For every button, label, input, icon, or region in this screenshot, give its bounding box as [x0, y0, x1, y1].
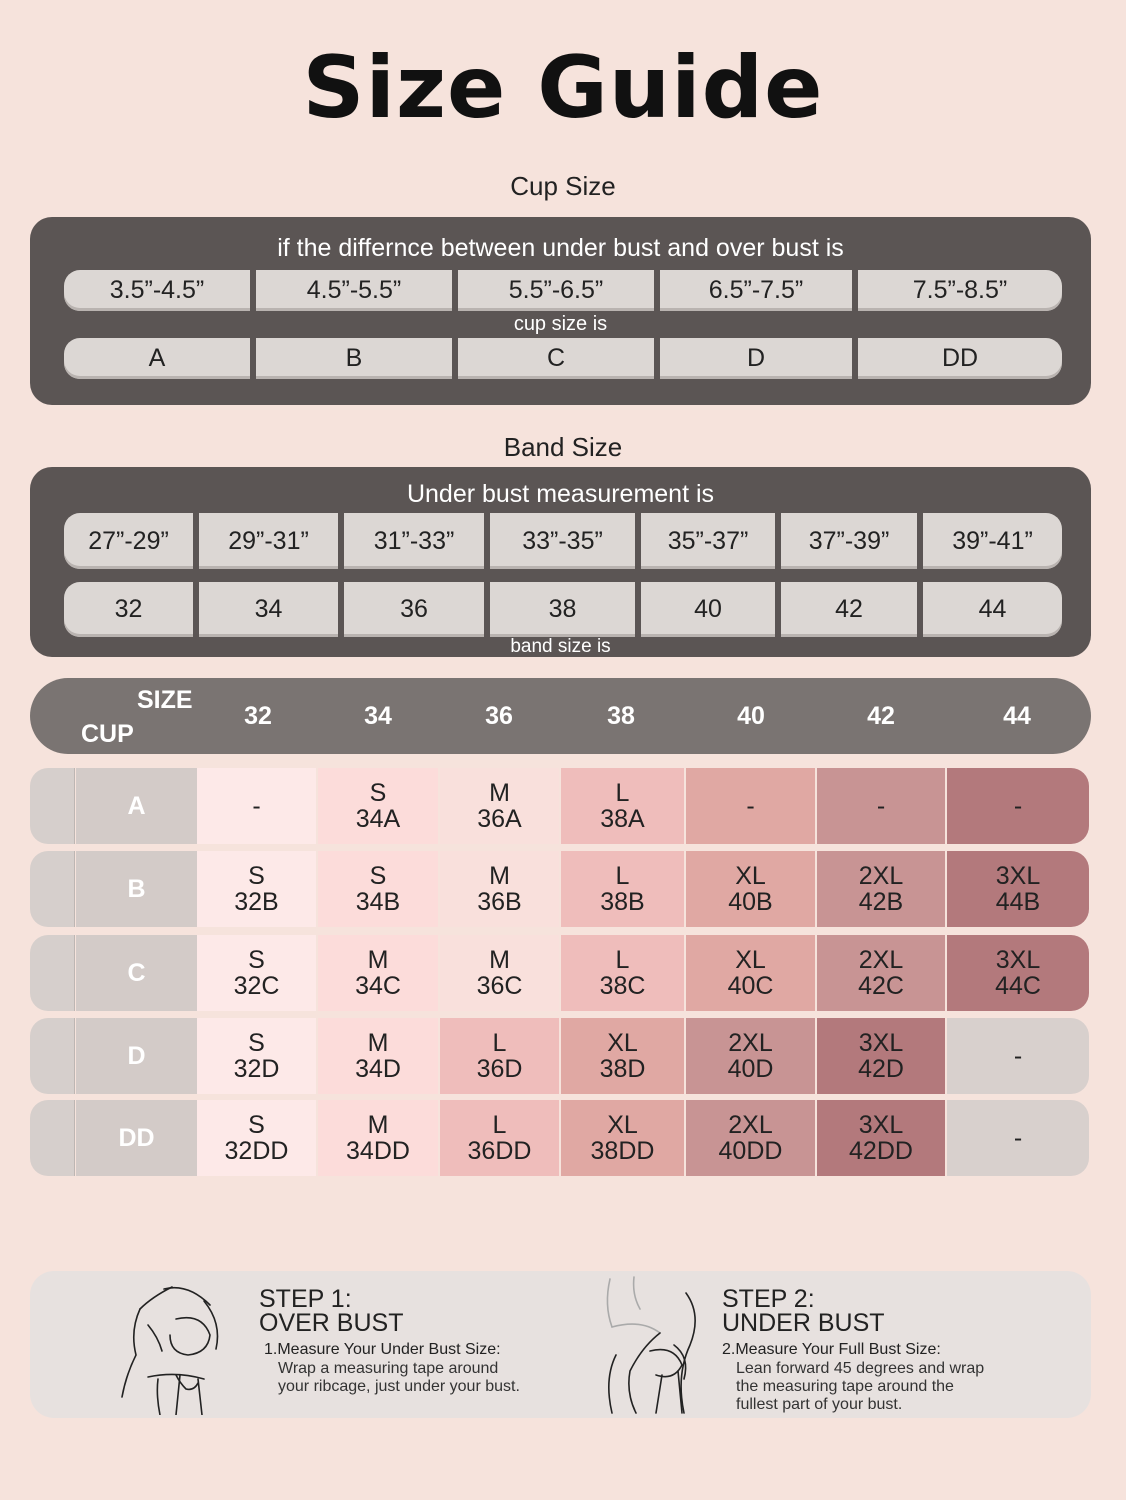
band-range-cell: 37”-39” [781, 513, 917, 569]
size-code: 34B [355, 888, 401, 916]
row-lead-cap [30, 768, 75, 844]
band-number-cell: 38 [490, 582, 635, 637]
row-lead-cap [30, 1018, 75, 1094]
step2-body-line3: fullest part of your bust. [736, 1396, 903, 1413]
size-cell [686, 1018, 815, 1094]
size-cell [817, 1100, 945, 1176]
cup-range-cell: 7.5”-8.5” [858, 270, 1062, 311]
cup-letter-cell: DD [858, 338, 1062, 379]
size-cell [318, 1018, 438, 1094]
band-column-header: 34 [364, 702, 392, 730]
size-letter: 3XL [995, 862, 1041, 890]
size-cell [318, 768, 438, 844]
size-code: - [746, 792, 755, 820]
size-cell [686, 1100, 815, 1176]
size-letter: 3XL [858, 1111, 904, 1139]
size-cell [947, 1018, 1089, 1094]
size-letter: XL [607, 1029, 638, 1057]
row-lead-cap [30, 851, 75, 927]
size-letter: L [492, 1029, 507, 1057]
band-column-header: 40 [737, 702, 765, 730]
step1-subtitle: 1.Measure Your Under Bust Size: [264, 1341, 501, 1358]
size-letter: L [492, 1111, 507, 1139]
size-cell [197, 1018, 316, 1094]
size-code: 38B [600, 888, 645, 916]
size-letter: M [489, 946, 510, 974]
band-column-header: 38 [607, 702, 635, 730]
band-size-panel [30, 467, 1091, 657]
step1-body [278, 1360, 578, 1396]
cup-letter-cell: A [64, 338, 250, 379]
size-cell [197, 851, 316, 927]
size-code: 36D [476, 1055, 523, 1083]
table-row [30, 768, 1091, 844]
size-code: 42D [858, 1055, 904, 1083]
step2-subtitle: 2.Measure Your Full Bust Size: [722, 1341, 941, 1358]
size-cell [318, 851, 438, 927]
size-cell [561, 851, 684, 927]
cup-row-label: D [76, 1018, 197, 1094]
band-column-header: 44 [1003, 702, 1031, 730]
size-code: 38A [600, 805, 645, 833]
size-letter: 3XL [858, 1029, 904, 1057]
band-range-cell: 29”-31” [199, 513, 338, 569]
size-code: 32C [233, 972, 280, 1000]
step2-title-line1: STEP 2: [722, 1285, 815, 1313]
size-letter: XL [735, 946, 766, 974]
cup-letter-cell: D [660, 338, 852, 379]
size-code: 40D [727, 1055, 774, 1083]
size-letter: S [248, 1111, 265, 1139]
size-code: 40C [727, 972, 774, 1000]
cup-range-cell: 4.5”-5.5” [256, 270, 452, 311]
size-cell [947, 935, 1089, 1011]
band-panel-note: band size is [510, 636, 611, 657]
size-letter: 2XL [858, 862, 904, 890]
size-letter: S [369, 779, 387, 807]
step1-title-line1: STEP 1: [259, 1285, 352, 1313]
step1-body-line1: Wrap a measuring tape around [278, 1360, 499, 1377]
size-letter: L [615, 779, 630, 807]
size-letter: S [248, 946, 265, 974]
size-code: 32B [234, 888, 279, 916]
size-letter: M [489, 779, 510, 807]
size-code: 36C [476, 972, 523, 1000]
size-cell [561, 1018, 684, 1094]
band-number-cell: 32 [64, 582, 193, 637]
step2-title-line2: UNDER BUST [722, 1309, 885, 1337]
cup-row-label: A [76, 768, 197, 844]
page-title: Size Guide [302, 38, 824, 138]
size-letter: 2XL [728, 1111, 773, 1139]
size-cell [817, 768, 945, 844]
table-row [30, 851, 1091, 927]
size-code: 44B [995, 888, 1041, 916]
step1-title [259, 1287, 403, 1335]
size-letter: XL [735, 862, 766, 890]
cup-header-label: CUP [81, 720, 134, 748]
step2-body-line1: Lean forward 45 degrees and wrap [736, 1360, 985, 1377]
band-range-cell: 31”-33” [344, 513, 484, 569]
size-cell [197, 935, 316, 1011]
size-cell [561, 768, 684, 844]
size-table-header [30, 678, 1091, 754]
cup-row-label: C [76, 935, 197, 1011]
size-cell [440, 1100, 559, 1176]
band-panel-header: Under bust measurement is [406, 480, 715, 508]
size-letter: XL [607, 1111, 638, 1139]
size-letter: L [615, 946, 630, 974]
band-range-cell: 33”-35” [490, 513, 635, 569]
size-cell [197, 1100, 316, 1176]
cup-row-label: DD [76, 1100, 197, 1176]
size-code: 42C [858, 972, 904, 1000]
size-code: 32D [233, 1055, 280, 1083]
size-cell [947, 851, 1089, 927]
size-cell [686, 935, 815, 1011]
band-column-header: 36 [485, 702, 513, 730]
cup-row-label: B [76, 851, 197, 927]
size-cell [440, 851, 559, 927]
size-cell [817, 935, 945, 1011]
size-cell [947, 1100, 1089, 1176]
size-code: 34D [355, 1055, 401, 1083]
step2-title [722, 1287, 885, 1335]
size-code: - [1013, 1042, 1023, 1070]
size-cell [440, 768, 559, 844]
cup-letter-row [64, 338, 1062, 379]
band-range-cell: 35”-37” [641, 513, 775, 569]
cup-size-label: Cup Size [510, 171, 616, 201]
size-letter: 2XL [728, 1029, 773, 1057]
size-letter: M [367, 1029, 389, 1057]
size-code: 34DD [346, 1137, 410, 1165]
table-row [30, 1018, 1091, 1094]
size-letter: 2XL [858, 946, 904, 974]
size-code: 38DD [590, 1137, 655, 1165]
table-row [30, 935, 1091, 1011]
size-code: 40B [728, 888, 773, 916]
size-cell [440, 1018, 559, 1094]
band-number-cell: 34 [199, 582, 338, 637]
table-row [30, 1100, 1091, 1176]
measurement-steps-panel [30, 1271, 1091, 1418]
size-cell [318, 1100, 438, 1176]
band-range-cell: 27”-29” [64, 513, 193, 569]
cup-size-panel [30, 217, 1091, 405]
size-code: 40DD [718, 1137, 783, 1165]
size-code: - [1013, 1124, 1023, 1152]
size-code: 44C [995, 972, 1041, 1000]
size-code: 36DD [467, 1137, 532, 1165]
size-letter: S [369, 862, 387, 890]
size-letter: M [367, 946, 389, 974]
size-code: 34C [355, 972, 401, 1000]
band-range-row [64, 513, 1062, 569]
size-code: 38C [599, 972, 646, 1000]
size-cell [197, 768, 316, 844]
row-lead-cap [30, 935, 75, 1011]
size-letter: M [489, 862, 510, 890]
size-code: 36A [477, 805, 522, 833]
size-code: 42B [858, 888, 904, 916]
band-number-cell: 42 [781, 582, 917, 637]
size-code: 42DD [849, 1137, 913, 1165]
size-code: - [876, 792, 886, 820]
size-letter: L [615, 862, 630, 890]
size-code: 32DD [224, 1137, 289, 1165]
size-code: 36B [477, 888, 522, 916]
size-cell [561, 935, 684, 1011]
step2-body [736, 1360, 1036, 1414]
size-cell [817, 1018, 945, 1094]
size-cell [440, 935, 559, 1011]
cup-range-cell: 3.5”-4.5” [64, 270, 250, 311]
size-code: 38D [599, 1055, 646, 1083]
size-cell [947, 768, 1089, 844]
band-column-header: 42 [867, 702, 895, 730]
size-letter: S [248, 862, 265, 890]
cup-range-cell: 6.5”-7.5” [660, 270, 852, 311]
band-size-label: Band Size [503, 432, 623, 462]
row-lead-cap [30, 1100, 75, 1176]
cup-range-row [64, 270, 1062, 311]
step2-body-line2: the measuring tape around the [736, 1378, 954, 1395]
size-letter: 3XL [995, 946, 1041, 974]
band-range-cell: 39”-41” [923, 513, 1062, 569]
band-number-row [64, 582, 1062, 637]
cup-range-cell: 5.5”-6.5” [458, 270, 654, 311]
size-cell [318, 935, 438, 1011]
band-number-cell: 36 [344, 582, 484, 637]
size-cell [817, 851, 945, 927]
band-number-cell: 40 [641, 582, 775, 637]
size-code: 34A [355, 805, 401, 833]
size-letter: S [248, 1029, 265, 1057]
size-code: - [1013, 792, 1023, 820]
size-letter: M [367, 1111, 389, 1139]
step1-body-line2: your ribcage, just under your bust. [278, 1378, 520, 1395]
over-bust-figure-icon [118, 1279, 238, 1415]
cup-letter-cell: C [458, 338, 654, 379]
cup-panel-note: cup size is [513, 313, 608, 335]
under-bust-figure-icon [590, 1275, 710, 1415]
size-cell [686, 768, 815, 844]
band-number-cell: 44 [923, 582, 1062, 637]
size-cell [686, 851, 815, 927]
band-column-header: 32 [244, 702, 272, 730]
step1-title-line2: OVER BUST [259, 1309, 404, 1337]
cup-panel-header: if the differnce between under bust and over bust is [277, 234, 844, 262]
size-cell [561, 1100, 684, 1176]
cup-letter-cell: B [256, 338, 452, 379]
size-header-label: SIZE [137, 686, 193, 714]
size-code: - [252, 792, 261, 820]
